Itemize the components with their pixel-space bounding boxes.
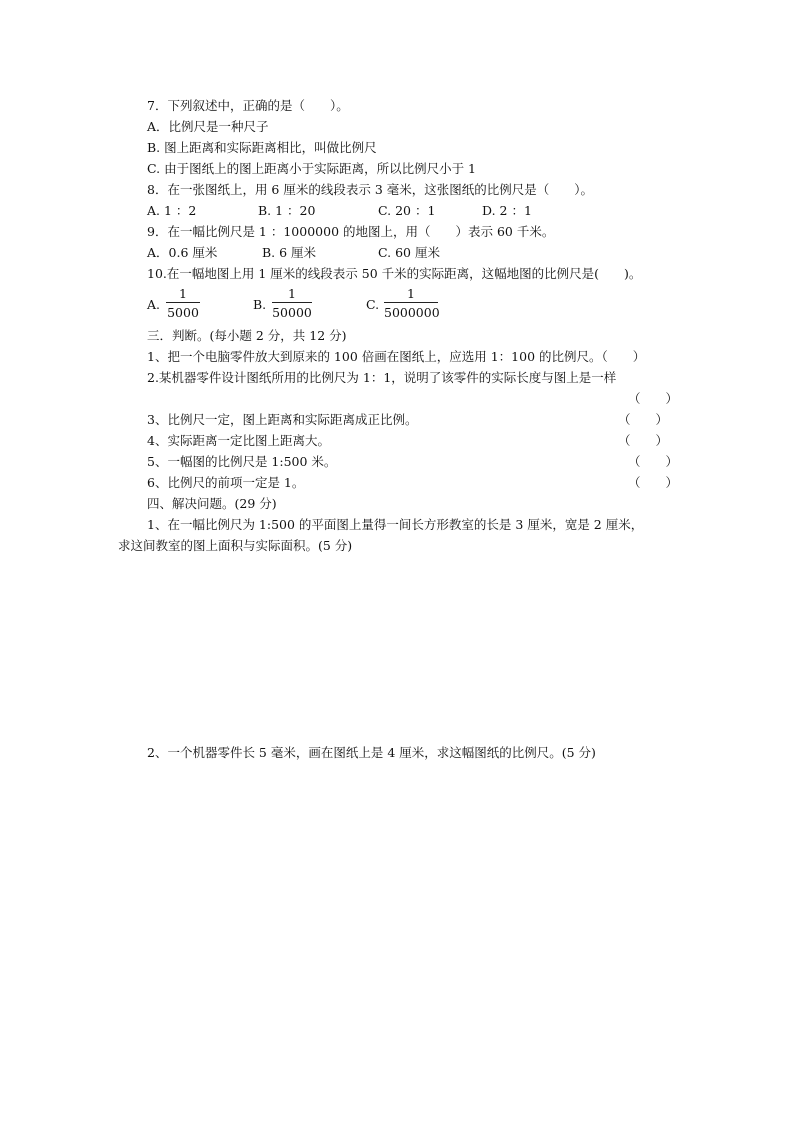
q8-option-c: C. 20 ：1 bbox=[378, 203, 436, 218]
judge-item-4-answer-paren: （ ） bbox=[618, 433, 669, 448]
judge-item-1: 1、把一个电脑零件放大到原来的 100 倍画在图纸上，应选用 1：100 的比例尺。（ ） bbox=[147, 349, 646, 364]
judge-item-5-answer-paren: （ ） bbox=[628, 454, 679, 469]
fraction-bar bbox=[272, 302, 312, 303]
q10-option-c-denominator: 5000000 bbox=[384, 305, 440, 320]
q8-option-d: D. 2 ：1 bbox=[482, 203, 532, 218]
q9-stem: 9．在一幅比例尺是 1 ：1000000 的地图上，用（ ）表示 60 千米。 bbox=[147, 224, 555, 239]
q10-option-a-label: A. bbox=[147, 297, 161, 312]
q10-option-a-fraction bbox=[166, 286, 200, 320]
q7-option-b: B. 图上距离和实际距离相比，叫做比例尺 bbox=[147, 140, 377, 155]
q10-option-c-fraction bbox=[384, 286, 438, 320]
q8-stem: 8．在一张图纸上，用 6 厘米的线段表示 3 毫米，这张图纸的比例尺是（ ）。 bbox=[147, 182, 594, 197]
q10-option-a-numerator: 1 bbox=[179, 286, 187, 301]
q9-option-a: A．0.6 厘米 bbox=[147, 245, 218, 260]
fraction-bar bbox=[166, 302, 200, 303]
q7-stem: 7．下列叙述中，正确的是（ ）。 bbox=[147, 98, 349, 113]
q9-option-b: B. 6 厘米 bbox=[262, 245, 317, 260]
judge-item-5: 5、一幅图的比例尺是 1:500 米。 bbox=[147, 454, 337, 469]
section3-heading: 三．判断。(每小题 2 分，共 12 分) bbox=[147, 328, 347, 343]
q8-option-b: B. 1 ：20 bbox=[258, 203, 316, 218]
q7-option-a: A．比例尺是一种尺子 bbox=[147, 119, 269, 134]
q10-option-c-label: C. bbox=[366, 297, 380, 312]
section4-heading: 四、解决问题。(29 分) bbox=[147, 496, 277, 511]
q8-option-a: A. 1 ：2 bbox=[147, 203, 197, 218]
judge-item-3-answer-paren: （ ） bbox=[618, 412, 669, 427]
judge-item-2-answer-paren: （ ） bbox=[628, 391, 679, 406]
q10-stem: 10.在一幅地图上用 1 厘米的线段表示 50 千米的实际距离，这幅地图的比例尺是( )。 bbox=[147, 266, 642, 281]
fraction-bar bbox=[384, 302, 438, 303]
judge-item-6: 6、比例尺的前项一定是 1。 bbox=[147, 475, 305, 490]
q10-option-b-denominator: 50000 bbox=[272, 305, 312, 320]
q10-option-b-label: B. bbox=[253, 297, 267, 312]
q10-option-a-denominator: 5000 bbox=[167, 305, 199, 320]
judge-item-2: 2.某机器零件设计图纸所用的比例尺为 1：1，说明了该零件的实际长度与图上是一样 bbox=[147, 370, 617, 385]
problem-1-line-2: 求这间教室的图上面积与实际面积。(5 分) bbox=[118, 538, 353, 553]
q9-option-c: C. 60 厘米 bbox=[378, 245, 440, 260]
judge-item-3: 3、比例尺一定，图上距离和实际距离成正比例。 bbox=[147, 412, 418, 427]
problem-2: 2、一个机器零件长 5 毫米，画在图纸上是 4 厘米，求这幅图纸的比例尺。(5 分) bbox=[147, 745, 596, 760]
q7-option-c: C. 由于图纸上的图上距离小于实际距离，所以比例尺小于 1 bbox=[147, 161, 476, 176]
judge-item-6-answer-paren: （ ） bbox=[628, 475, 679, 490]
judge-item-4: 4、实际距离一定比图上距离大。 bbox=[147, 433, 330, 448]
q10-option-b-fraction bbox=[272, 286, 312, 320]
problem-1-line-1: 1、在一幅比例尺为 1:500 的平面图上量得一间长方形教室的长是 3 厘米，宽是 2 厘米， bbox=[147, 517, 644, 532]
q10-option-b-numerator: 1 bbox=[288, 286, 296, 301]
q10-option-c-numerator: 1 bbox=[407, 286, 415, 301]
